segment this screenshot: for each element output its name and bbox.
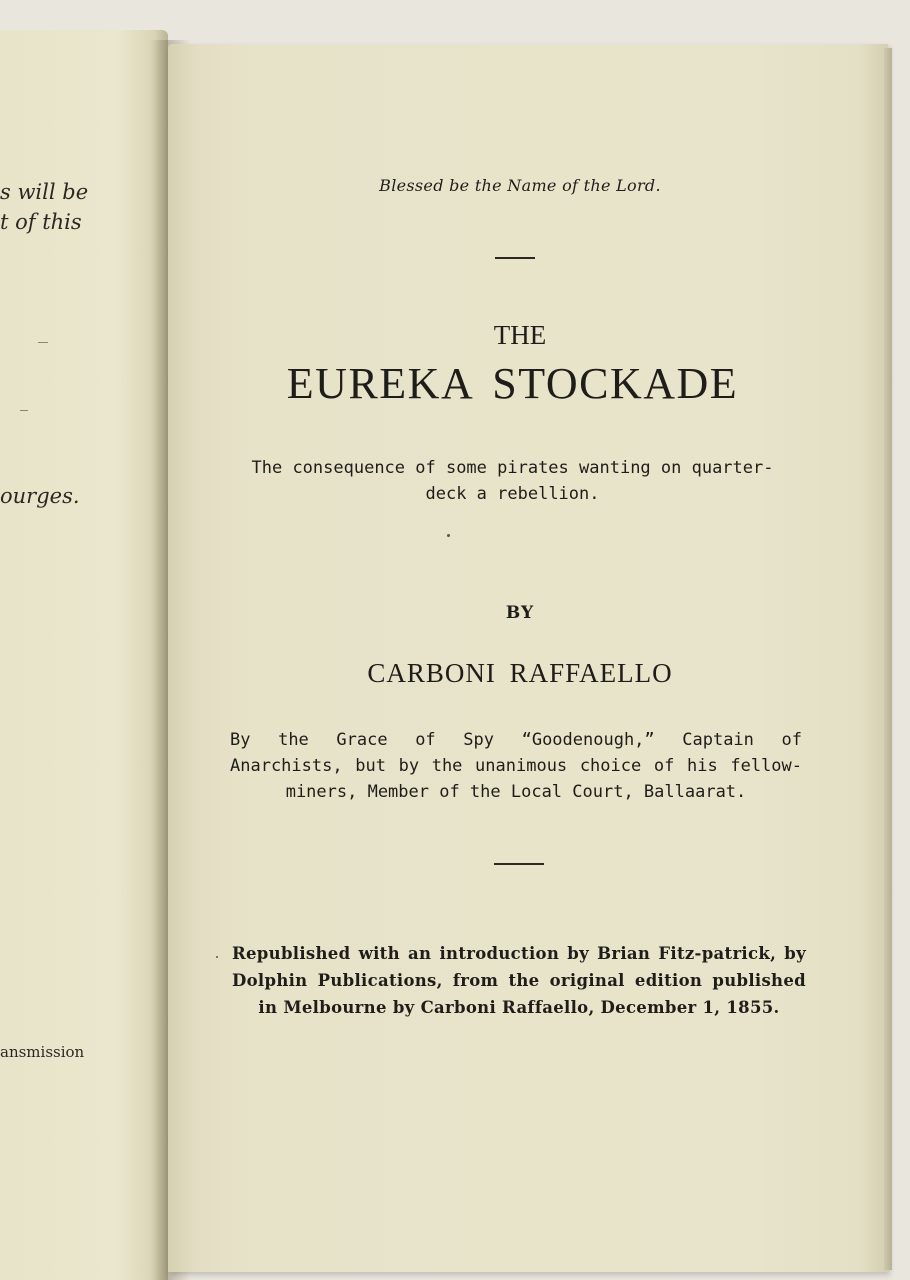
title-article: THE (493, 320, 547, 350)
republication-note: Republished with an introduction by Brian Fitz-patrick, by Dolphin Publications, from the original edition published in Melbourne by Carboni Raffaello, December 1, 1855. (232, 944, 806, 1017)
left-page-dash (38, 342, 48, 343)
left-page-text-line: s will be (0, 180, 89, 204)
page-edge (884, 48, 892, 1270)
subtitle: The consequence of some pirates wanting on quarter-deck a rebellion. (251, 458, 774, 504)
left-page-dash (20, 410, 28, 411)
left-page-text-line: t of this (0, 210, 82, 234)
divider-rule (494, 863, 544, 865)
left-page-text-line: ansmission (0, 1043, 85, 1061)
book-title: EUREKA STOCKADE (286, 359, 739, 408)
left-page-text-line: ourges. (0, 484, 80, 508)
ink-speck (447, 534, 450, 537)
motto: Blessed be the Name of the Lord. (379, 176, 661, 195)
by-line: BY (505, 603, 535, 623)
author-name: CARBONI RAFFAELLO (367, 658, 673, 688)
divider-rule (495, 257, 535, 259)
author-description: By the Grace of Spy “Goodenough,” Captain of Anarchists, but by the unanimous choice of his fellow-miners, Member of the Local Court, Ballaarat. (230, 730, 802, 802)
ink-speck (216, 956, 218, 958)
